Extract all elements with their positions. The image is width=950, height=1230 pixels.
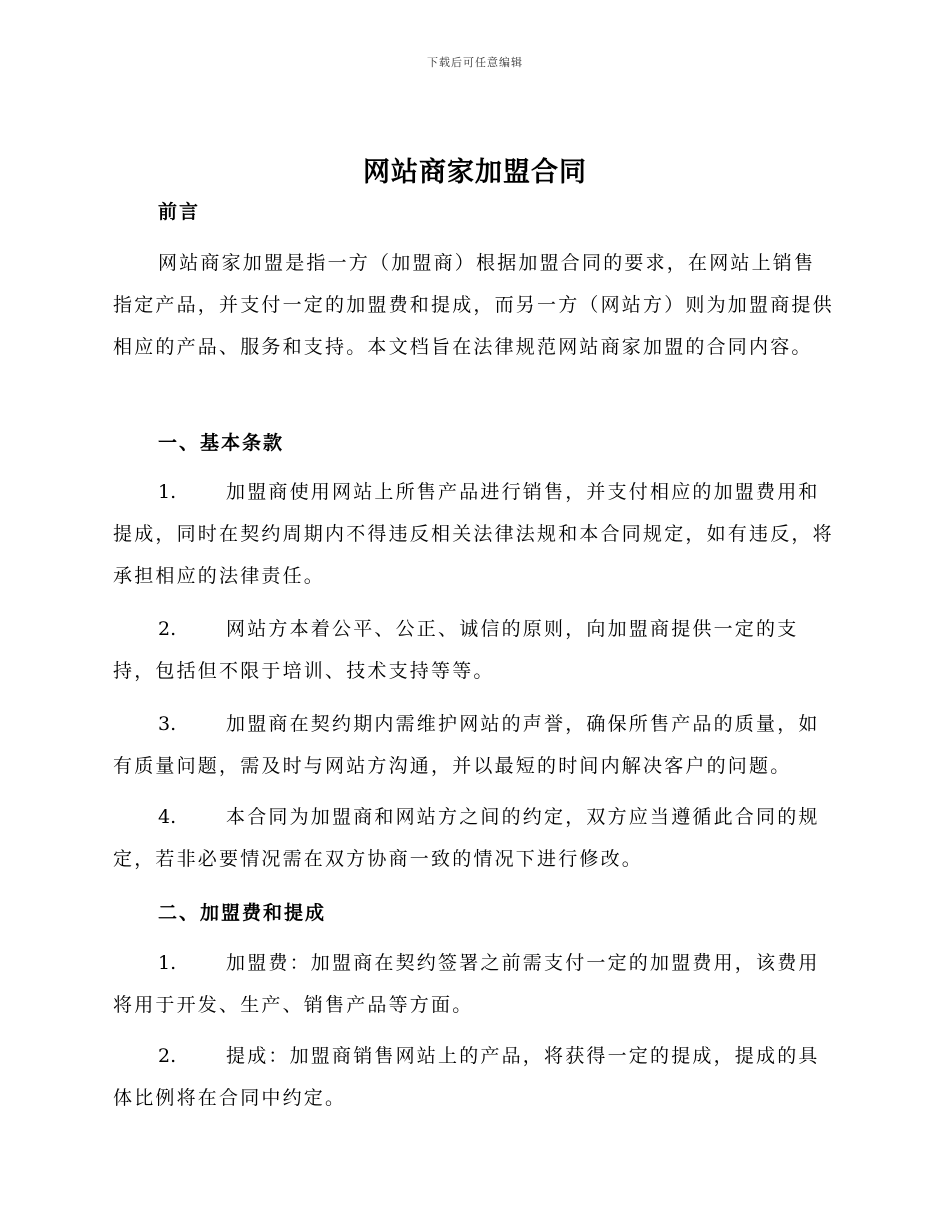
item-text: 网站方本着公平、公正、诚信的原则，向加盟商提供一定的支持，包括但不限于培训、技术支持等等。 (113, 618, 799, 682)
item-number: 3. (158, 713, 177, 735)
section1-heading: 一、基本条款 (158, 432, 285, 454)
preface-paragraph (113, 242, 835, 368)
header-note: 下载后可任意编辑 (427, 56, 523, 69)
item-text: 加盟商使用网站上所售产品进行销售，并支付相应的加盟费用和提成，同时在契约周期内不得违反相关法律法规和本合同规定，如有违反，将承担相应的法律责任。 (113, 481, 834, 587)
item-number: 1. (158, 481, 177, 503)
item-text: 提成：加盟商销售网站上的产品，将获得一定的提成，提成的具体比例将在合同中约定。 (113, 1045, 820, 1109)
item-text: 本合同为加盟商和网站方之间的约定，双方应当遵循此合同的规定，若非必要情况需在双方协商一致的情况下进行修改。 (113, 806, 820, 870)
section1-item-4 (113, 796, 835, 880)
item-text: 加盟费：加盟商在契约签署之前需支付一定的加盟费用，该费用将用于开发、生产、销售产品等方面。 (113, 952, 820, 1016)
item-number: 1. (158, 952, 177, 974)
item-number: 2. (158, 1045, 177, 1067)
document-title: 网站商家加盟合同 (363, 157, 587, 188)
section2-item-1 (113, 942, 835, 1026)
item-number: 2. (158, 618, 177, 640)
preface-text: 网站商家加盟是指一方（加盟商）根据加盟合同的要求，在网站上销售指定产品，并支付一定的加盟费和提成，而另一方（网站方）则为加盟商提供相应的产品、服务和支持。本文档旨在法律规范网站商家加盟的合同内容。 (113, 252, 834, 358)
item-number: 4. (158, 806, 177, 828)
item-text: 加盟商在契约期内需维护网站的声誉，确保所售产品的质量，如有质量问题，需及时与网站方沟通，并以最短的时间内解决客户的问题。 (113, 713, 820, 777)
section2-item-2 (113, 1035, 835, 1119)
section1-item-3 (113, 703, 835, 787)
preface-heading: 前言 (158, 201, 201, 223)
section1-item-1 (113, 471, 835, 597)
section1-item-2 (113, 608, 835, 692)
section2-heading: 二、加盟费和提成 (158, 902, 327, 924)
